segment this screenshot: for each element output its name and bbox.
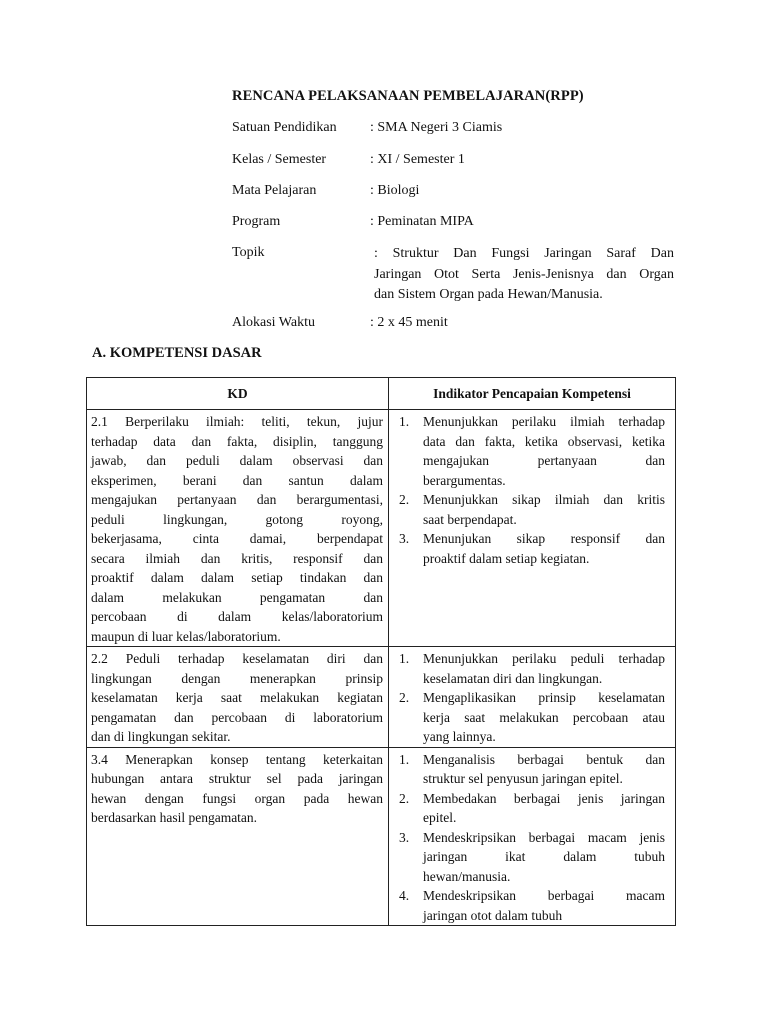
kd-line: proaktif dalam dalam setiap tindakan dan (91, 570, 383, 585)
meta-value: : Biologi (370, 183, 420, 198)
meta-label: Kelas / Semester (232, 152, 327, 167)
kd-line: mengajukan pertanyaan dan berargumentasi, (91, 492, 383, 507)
kd-line: lingkungan dengan menerapkan prinsip (91, 670, 383, 686)
kd-line: maupun di luar kelas/laboratorium. (91, 628, 281, 644)
table-row (87, 410, 676, 647)
indikator-item (397, 649, 665, 688)
meta-value: : XI / Semester 1 (370, 152, 465, 167)
indikator-line: hewan/manusia. (423, 868, 511, 884)
kd-line: 2.2 Peduli terhadap keselamatan diri dan (91, 651, 383, 666)
indikator-number: 1. (399, 651, 410, 666)
kd-line: secara ilmiah dan kritis, responsif dan (91, 550, 383, 566)
indikator-number: 3. (399, 829, 410, 845)
indikator-item (397, 750, 665, 789)
indikator-line: Mengaplikasikan prinsip keselamatan (423, 690, 665, 705)
indikator-line: yang lainnya. (423, 729, 496, 744)
kd-line: eksperimen, berani dan santun dalam (91, 472, 383, 488)
document-title: RENCANA PELAKSANAAN PEMBELAJARAN(RPP) (232, 88, 584, 104)
meta-value: : 2 x 45 menit (370, 315, 448, 330)
kd-line: 3.4 Menerapkan konsep tentang keterkaitan (91, 751, 383, 767)
kd-line: berdasarkan hasil pengamatan. (91, 810, 258, 825)
indikator-number: 1. (399, 751, 410, 767)
table-body (87, 410, 676, 926)
indikator-line: kerja saat melakukan percobaan atau (423, 709, 665, 725)
indikator-line: Menunjukkan sikap ilmiah dan kritis (423, 492, 665, 507)
indikator-line: Mendeskripsikan berbagai macam jenis (423, 829, 665, 845)
kd-line: terhadap data dan fakta, disiplin, tanggung (91, 433, 383, 449)
indikator-cell (389, 647, 676, 748)
indikator-number: 2. (399, 690, 410, 705)
meta-value: : SMA Negeri 3 Ciamis (370, 120, 503, 135)
indikator-number: 2. (399, 790, 410, 806)
topic-line: : Struktur Dan Fungsi Jaringan Saraf Dan (374, 246, 674, 261)
meta-value-topik (374, 244, 674, 306)
kd-line: bekerjasama, cinta damai, berpendapat (91, 531, 383, 546)
indikator-line: saat berpendapat. (423, 511, 517, 527)
indikator-item (397, 529, 665, 568)
table-header-row (87, 378, 676, 410)
indikator-item (397, 789, 665, 828)
indikator-item (397, 886, 665, 925)
meta-label: Satuan Pendidikan (232, 120, 337, 135)
kd-line: jawab, dan peduli dalam observasi dan (91, 453, 383, 468)
indikator-cell (389, 747, 676, 926)
kd-line: dalam melakukan pengamatan dan (91, 589, 383, 605)
topic-line: Jaringan Otot Serta Jenis-Jenisnya dan Organ (374, 266, 674, 282)
indikator-line: struktur sel penyusun jaringan epitel. (423, 771, 623, 786)
indikator-item (397, 688, 665, 747)
section-heading-kompetensi: A. KOMPETENSI DASAR (92, 345, 262, 361)
indikator-cell (389, 410, 676, 647)
indikator-line: proaktif dalam setiap kegiatan. (423, 550, 590, 566)
kd-line: hubungan antara struktur sel pada jaringan (91, 771, 383, 786)
kd-line: keselamatan kerja saat melakukan kegiatan (91, 690, 383, 705)
indikator-line: jaringan ikat dalam tubuh (423, 849, 665, 864)
indikator-number: 4. (399, 888, 410, 903)
indikator-line: Membedakan berbagai jenis jaringan (423, 790, 665, 806)
meta-value: : Peminatan MIPA (370, 214, 474, 229)
meta-label: Topik (232, 245, 265, 260)
indikator-number: 3. (399, 531, 410, 546)
indikator-line: jaringan otot dalam tubuh (423, 907, 563, 923)
indikator-item (397, 490, 665, 529)
indikator-line: Menunjukkan perilaku ilmiah terhadap (423, 414, 665, 429)
indikator-item (397, 828, 665, 887)
indikator-line: Menunjukan sikap responsif dan (423, 531, 665, 546)
indikator-line: Mendeskripsikan berbagai macam (423, 888, 665, 903)
kd-line: pengamatan dan percobaan di laboratorium (91, 709, 383, 725)
table-row (87, 747, 676, 926)
indikator-item (397, 412, 665, 490)
table-row (87, 647, 676, 748)
kd-line: percobaan di dalam kelas/laboratorium (91, 609, 383, 624)
indikator-line: mengajukan pertanyaan dan (423, 453, 665, 468)
meta-label: Alokasi Waktu (232, 315, 315, 330)
kd-cell (87, 747, 389, 926)
indikator-line: Menunjukkan perilaku peduli terhadap (423, 651, 665, 666)
column-header-kd: KD (87, 378, 389, 410)
kd-line: dan di lingkungan sekitar. (91, 729, 231, 744)
indikator-line: keselamatan diri dan lingkungan. (423, 670, 603, 686)
column-header-indikator: Indikator Pencapaian Kompetensi (389, 378, 676, 410)
kd-line: peduli lingkungan, gotong royong, (91, 511, 383, 527)
meta-label: Mata Pelajaran (232, 183, 317, 198)
indikator-line: epitel. (423, 810, 457, 825)
kd-line: hewan dengan fungsi organ pada hewan (91, 790, 383, 806)
kd-cell (87, 647, 389, 748)
kd-line: 2.1 Berperilaku ilmiah: teliti, tekun, jujur (91, 414, 383, 429)
indikator-line: berargumentas. (423, 472, 506, 488)
meta-label: Program (232, 214, 281, 229)
kompetensi-table (86, 377, 676, 926)
indikator-line: data dan fakta, ketika observasi, ketika (423, 433, 665, 449)
kd-cell (87, 410, 389, 647)
topic-line: dan Sistem Organ pada Hewan/Manusia. (374, 287, 603, 302)
indikator-number: 2. (399, 492, 410, 507)
indikator-line: Menganalisis berbagai bentuk dan (423, 751, 665, 767)
indikator-number: 1. (399, 414, 410, 429)
